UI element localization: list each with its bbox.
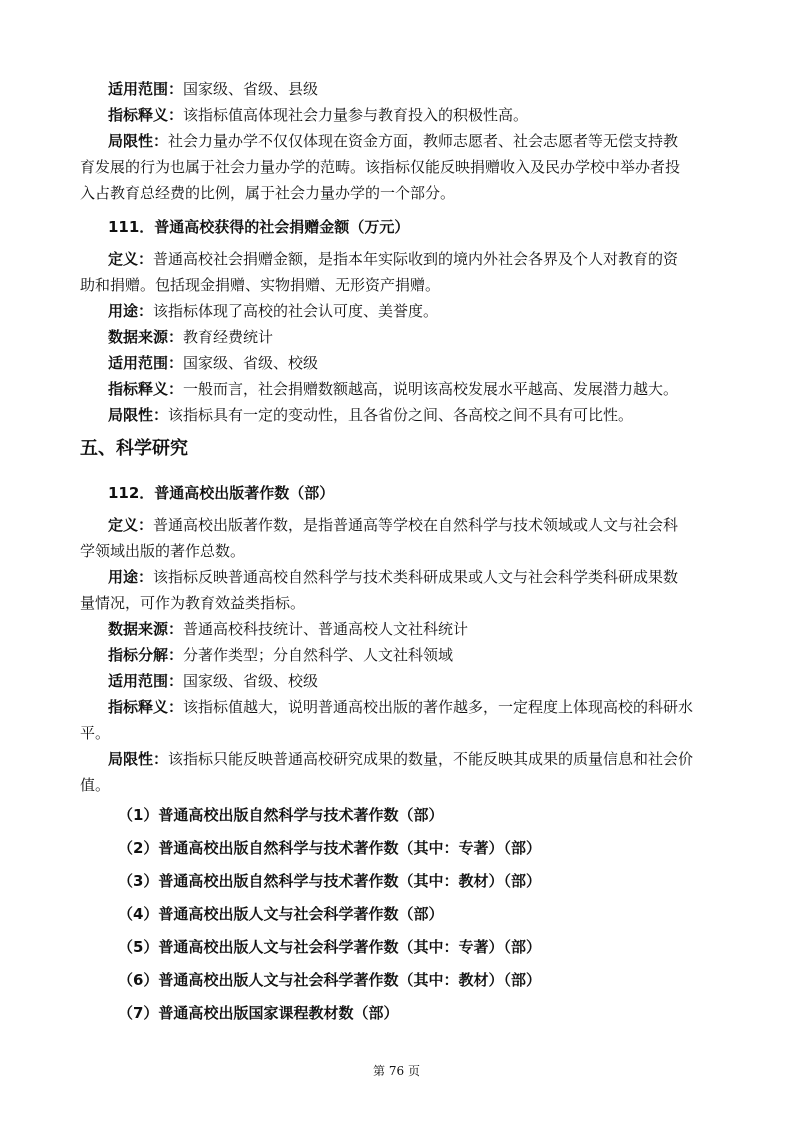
section-111-heading: 111．普通高校获得的社会捐赠金额（万元） [108, 218, 410, 236]
scope-line: 适用范围：国家级、省级、校级 [108, 672, 319, 690]
interpretation-line: 指标释义：该指标值越大，说明普通高校出版的著作越多，一定程度上体现高校的科研水 [108, 698, 694, 716]
sub-item: （6）普通高校出版人文与社会科学著作数（其中：教材）（部） [118, 971, 541, 989]
data-source-line: 数据来源：教育经费统计 [108, 328, 274, 346]
scope-line: 适用范围：国家级、省级、县级 [108, 80, 319, 98]
definition-line-cont: 学领域出版的著作总数。 [80, 542, 246, 560]
sub-item: （3）普通高校出版自然科学与技术著作数（其中：教材）（部） [118, 872, 541, 890]
limitation-line: 局限性：该指标只能反映普通高校研究成果的数量，不能反映其成果的质量信息和社会价 [108, 750, 694, 768]
definition-line-cont: 助和捐赠。包括现金捐赠、实物捐赠、无形资产捐赠。 [80, 276, 441, 294]
limitation-line-cont: 育发展的行为也属于社会力量办学的范畴。该指标仅能反映捐赠收入及民办学校中举办者投 [80, 158, 681, 176]
interpretation-line: 指标释义：该指标值高体现社会力量参与教育投入的积极性高。 [108, 106, 529, 124]
decomposition-line: 指标分解：分著作类型；分自然科学、人文社科领域 [108, 646, 454, 664]
page-number: 第 76 页 [373, 1064, 420, 1078]
sub-item: （7）普通高校出版国家课程教材数（部） [118, 1004, 399, 1022]
usage-line: 用途：该指标反映普通高校自然科学与技术类科研成果或人文与社会科学类科研成果数 [108, 568, 679, 586]
limitation-line-cont: 入占教育总经费的比例，属于社会力量办学的一个部分。 [80, 184, 456, 202]
sub-item: （1）普通高校出版自然科学与技术著作数（部） [118, 806, 444, 824]
section-112-heading: 112．普通高校出版著作数（部） [108, 484, 335, 502]
limitation-line: 局限性：该指标具有一定的变动性，且各省份之间、各高校之间不具有可比性。 [108, 406, 634, 424]
sub-item: （5）普通高校出版人文与社会科学著作数（其中：专著）（部） [118, 938, 541, 956]
sub-item: （2）普通高校出版自然科学与技术著作数（其中：专著）（部） [118, 839, 541, 857]
usage-line-cont: 量情况，可作为教育效益类指标。 [80, 594, 306, 612]
definition-line: 定义：普通高校社会捐赠金额，是指本年实际收到的境内外社会各界及个人对教育的资 [108, 250, 679, 268]
interpretation-line-cont: 平。 [80, 724, 111, 742]
usage-line: 用途：该指标体现了高校的社会认可度、美誉度。 [108, 302, 439, 320]
limitation-line-cont: 值。 [80, 776, 111, 794]
section-5-heading: 五、科学研究 [80, 438, 188, 459]
limitation-line: 局限性：社会力量办学不仅仅体现在资金方面，教师志愿者、社会志愿者等无偿支持教 [108, 132, 679, 150]
definition-line: 定义：普通高校出版著作数，是指普通高等学校在自然科学与技术领域或人文与社会科 [108, 516, 679, 534]
data-source-line: 数据来源：普通高校科技统计、普通高校人文社科统计 [108, 620, 469, 638]
sub-item: （4）普通高校出版人文与社会科学著作数（部） [118, 905, 444, 923]
scope-line: 适用范围：国家级、省级、校级 [108, 354, 319, 372]
interpretation-line: 指标释义：一般而言，社会捐赠数额越高，说明该高校发展水平越高、发展潜力越大。 [108, 380, 679, 398]
